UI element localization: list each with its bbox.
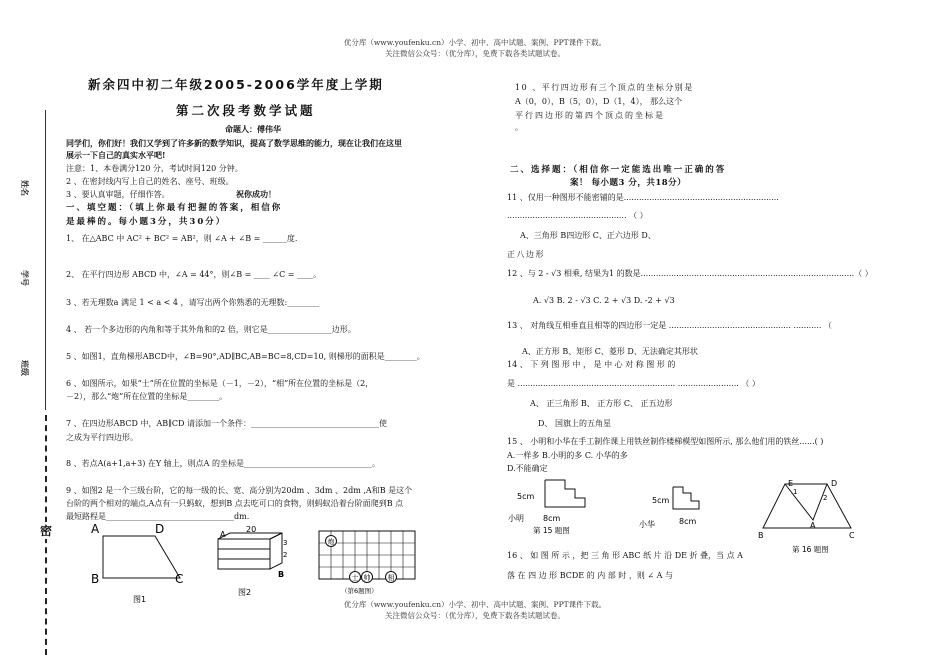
question-8: 8 、若点A(a+1,a+3) 在Y 轴上，则点A 的坐标是________________________________。 bbox=[66, 459, 381, 468]
question-15c: D.不能确定 bbox=[507, 464, 548, 473]
fig2-label-a: A bbox=[220, 530, 226, 539]
question-16b: 落 在 四 边 形 BCDE 的 内 部 时 ，则 ∠ A 与 bbox=[507, 571, 673, 580]
question-11d: 正八边形 bbox=[507, 250, 545, 259]
watermark-top bbox=[275, 37, 675, 59]
stair-step-1 bbox=[218, 539, 270, 549]
question-9c: 最短路程是________________________________dm. bbox=[66, 512, 250, 521]
ming-5cm: 5cm bbox=[517, 492, 535, 501]
intro-p1: 同学们，你们好！我们又学到了许多新的数学知识，提高了数学思维的能力，现在让我们在这里 bbox=[66, 138, 402, 148]
fig16-label-a: A bbox=[810, 521, 816, 530]
question-4: 4 、 若一个多边形的内角和等于其外角和的2 倍，则它是________________边形。 bbox=[66, 325, 356, 334]
fig1-label-c: C bbox=[175, 572, 184, 586]
question-9a: 9 、如图2 是一个三级台阶，它的每一级的长、宽、高分别为20dm 、3dm 、2dm ,A和B 是这个 bbox=[66, 486, 413, 495]
question-6a: 6 、如图所示，如果“士”所在位置的坐标是（－1，－2），“相”所在位置的坐标是（2， bbox=[66, 379, 374, 388]
question-1: 1、 在△ABC 中 AC² + BC² = AB²，则 ∠A + ∠B = ______度. bbox=[66, 234, 298, 243]
section2-heading: 二、选择题：（相信你一定能选出唯一正确的答 bbox=[510, 165, 727, 175]
fig2-label-3: 3 bbox=[283, 539, 288, 547]
question-14a: 14 、 下 列 图 形 中 ， 是 中 心 对 称 图 形 的 bbox=[507, 360, 676, 369]
question-7a: 7 、在四边形ABCD 中，AB∥CD 请添加一个条件：________________________________使 bbox=[66, 419, 387, 428]
question-11b: ............................................... （ ） bbox=[507, 211, 648, 220]
question-10b: A（0，0），B（5，0），D（1，4）， 那么这个 bbox=[515, 97, 683, 106]
fig2-label-2: 2 bbox=[283, 551, 288, 559]
fig2-caption: 图2 bbox=[238, 588, 252, 597]
fig1-label-a: A bbox=[91, 522, 100, 536]
section1-heading: 一、填空题：（填上你最有把握的答案，相信你 bbox=[66, 203, 283, 213]
fig2-label-b: B bbox=[278, 570, 285, 579]
question-11-options: A、三角形 B四边形 C、正六边形 D、 bbox=[520, 231, 656, 240]
question-16a: 16 、 如 图 所 示 ，把 三 角 形 ABC 纸 片 沿 DE 折 叠，当 点 A bbox=[507, 551, 743, 560]
fig2-label-20: 20 bbox=[246, 525, 257, 534]
fig1-caption: 图1 bbox=[133, 595, 147, 604]
piece-shi-label: 士 bbox=[351, 574, 359, 582]
piece-shi bbox=[350, 572, 361, 583]
fig16-label-2: 2 bbox=[823, 494, 828, 502]
figure-15-stairs bbox=[505, 475, 755, 545]
question-2: 2、 在平行四边形 ABCD 中，∠A = 44°，则∠B = ____ ∠C = ____。 bbox=[66, 270, 322, 279]
ming-8cm: 8cm bbox=[543, 514, 561, 523]
page-title: 新余四中初二年级2005-2006学年度上学期 bbox=[88, 77, 384, 92]
intro-p2: 展示一下自己的真实水平吧! bbox=[66, 150, 166, 160]
piece-shuai-label: 帅 bbox=[363, 574, 371, 582]
triangle-shape bbox=[763, 484, 851, 528]
question-10a: 10 、平行四边形有三个顶点的坐标分别是 bbox=[515, 83, 694, 92]
fig15-caption: 第 15 题图 bbox=[533, 526, 570, 535]
watermark-bottom bbox=[275, 599, 675, 621]
question-9b: 台阶的两个相对的端点,A点有一只蚂蚁，想到B 点去吃可口的食物，则蚂蚁沿着台阶面爬到B 点 bbox=[66, 499, 404, 508]
trapezoid-shape bbox=[103, 536, 180, 578]
watermark-line: 优分库（www.youfenku.cn）小学、初中、高中试题、案例、PPT课件下载。 bbox=[343, 600, 607, 609]
page-subtitle: 第二次段考数学试题 bbox=[176, 103, 316, 118]
piece-shuai bbox=[362, 572, 373, 583]
question-10c: 平行四边形的第四个顶点的坐标是 bbox=[515, 111, 665, 120]
fig16-label-b: B bbox=[758, 531, 764, 540]
watermark-line: 关注微信公众号：（优分库），免费下载各类试题试卷。 bbox=[385, 49, 565, 58]
question-12-options: A. √3 B. 2 - √3 C. 2 + √3 D. -2 + √3 bbox=[533, 296, 675, 305]
hua-8cm: 8cm bbox=[679, 517, 697, 526]
question-14d: D、 国旗上的五角星 bbox=[538, 419, 611, 428]
stair-step-3 bbox=[218, 559, 270, 569]
ming-label: 小明 bbox=[508, 514, 524, 523]
hua-5cm: 5cm bbox=[652, 496, 670, 505]
fold-lines bbox=[785, 484, 827, 520]
binding-seal-label: 密 bbox=[40, 524, 53, 538]
figure-3-chessboard bbox=[313, 527, 425, 597]
question-12: 12 、与 2 - √3 相乘, 结果为1 的数是....................................................................................（ ） bbox=[507, 269, 873, 278]
fig1-label-d: D bbox=[155, 522, 165, 536]
hua-stairs bbox=[673, 487, 699, 509]
watermark-line: 关注微信公众号：（优分库），免费下载各类试题试卷。 bbox=[385, 611, 565, 620]
question-3: 3 、若无理数a 满足 1 < a < 4 ，请写出两个你熟悉的无理数:________ bbox=[66, 298, 320, 307]
piece-pao-label: 炮 bbox=[327, 538, 335, 546]
question-10d: 。 bbox=[515, 123, 523, 132]
binding-name-label: 姓名 bbox=[20, 180, 30, 196]
question-14-options: A、 正三角形 B、 正方形 C、 正五边形 bbox=[530, 399, 673, 408]
note-3: 3 、要认真审题，仔细作答。 bbox=[66, 190, 170, 199]
wish: 祝你成功！ bbox=[236, 189, 276, 199]
question-13: 13 、 对角线互相垂直且相等的四边形一定是 ................................................ ........... （ bbox=[507, 321, 832, 330]
question-5: 5 、如图1，直角梯形ABCD中，∠B=90°,AD∥BC,AB=BC=8,CD=10, 则梯形的面积是________。 bbox=[66, 352, 425, 361]
piece-pao bbox=[326, 536, 337, 547]
question-7b: 之成为平行四边形。 bbox=[66, 433, 138, 442]
figure-1-trapezoid bbox=[85, 518, 195, 608]
question-6b: －2），那么“炮”所在位置的坐标是________。 bbox=[66, 392, 228, 401]
piece-xiang-label: 相 bbox=[387, 574, 395, 582]
fig3-caption: （第6题图） bbox=[341, 587, 378, 595]
question-15b: A.一样多 B.小明的多 C. 小华的多 bbox=[507, 451, 628, 460]
fig1-label-b: B bbox=[91, 572, 100, 586]
author: 命题人：傅伟华 bbox=[225, 124, 281, 134]
fig16-caption: 第 16 题图 bbox=[792, 545, 829, 554]
section2-heading-2: 案！ 每小题3 分，共18分） bbox=[570, 178, 687, 188]
question-13-options: A、正方形 B、矩形 C、菱形 D、无法确定其形状 bbox=[522, 347, 698, 356]
question-14b: 是 .............................................................. ........................ （ ） bbox=[507, 379, 760, 388]
question-15a: 15 、 小明和小华在手工制作课上用铁丝制作楼梯模型如图所示, 那么他们用的铁丝......( ) bbox=[507, 437, 824, 446]
piece-xiang bbox=[386, 572, 397, 583]
fig16-label-e: E bbox=[788, 479, 794, 488]
ming-stairs bbox=[545, 480, 585, 507]
hua-label: 小华 bbox=[639, 520, 655, 529]
note-1: 注意：1、本卷满分120 分，考试时间120 分钟。 bbox=[66, 164, 243, 173]
watermark-line: 优分库（www.youfenku.cn）小学、初中、高中试题、案例、PPT课件下载。 bbox=[343, 38, 607, 47]
stair-step-2 bbox=[218, 549, 270, 559]
figure-16-triangle bbox=[755, 476, 875, 558]
question-11a: 11 、仅用一种图形不能密铺的是............................................................. bbox=[507, 193, 779, 202]
fig16-label-c: C bbox=[849, 531, 855, 540]
fig16-label-1: 1 bbox=[793, 488, 798, 496]
stair-side bbox=[270, 533, 282, 569]
binding-class-label: 班级 bbox=[20, 360, 30, 376]
binding-seat-label: 学号 bbox=[20, 270, 30, 286]
note-2: 2 、在密封线内写上自己的姓名、座号、班级。 bbox=[66, 177, 234, 186]
section1-heading-2: 是最棒的。每小题3分，共30分） bbox=[66, 217, 227, 227]
fig16-label-d: D bbox=[831, 479, 838, 488]
binding-line bbox=[45, 110, 46, 410]
figure-2-stairs bbox=[210, 525, 295, 600]
